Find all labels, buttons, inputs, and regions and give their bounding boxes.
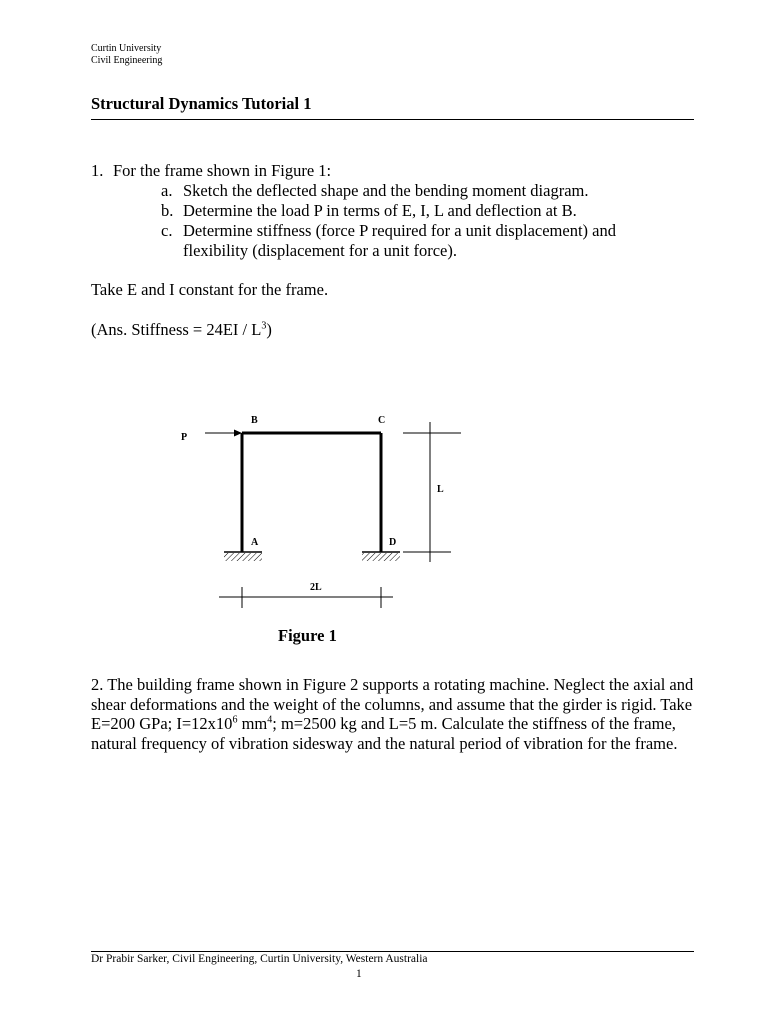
height-dimension: [403, 422, 461, 562]
q2-exp1: 6: [232, 714, 238, 726]
q2-part2: mm: [237, 714, 268, 733]
label-c: C: [378, 415, 386, 426]
answer-exponent: 3: [261, 320, 267, 332]
item-c-text: Determine stiffness (force P required for a unit displacement) and flexibility (displacement for a unit force).: [183, 221, 616, 260]
item-a-label: a.: [161, 181, 173, 200]
item-b-text: Determine the load P in terms of E, I, L and deflection at B.: [183, 201, 577, 220]
header-institution: Curtin University: [91, 43, 162, 54]
document-title: Structural Dynamics Tutorial 1: [91, 94, 312, 113]
label-a: A: [251, 537, 259, 548]
q2-part1: 2. The building frame shown in Figure 2 supports a rotating machine. Neglect the axial and shear deformations and the weight of the columns, and assume that the girder is rigid. Take E=200 GPa; I=12x10: [91, 675, 694, 733]
page-number: 1: [356, 968, 362, 980]
fixed-support-d: [362, 552, 400, 561]
answer-suffix: ): [266, 320, 272, 339]
load-arrow-p: [205, 430, 242, 437]
label-p: P: [181, 432, 188, 443]
item-c-label: c.: [161, 221, 173, 240]
q2-exp2: 4: [267, 714, 273, 726]
label-d: D: [389, 537, 397, 548]
q2-part3: ; m=2500 kg and L=5 m. Calculate the stiffness of the frame, natural frequency of vibration sidesway and the natural period of vibration for the frame.: [91, 714, 678, 753]
question-2: [91, 675, 696, 753]
label-b: B: [251, 415, 258, 426]
figure-1-caption: Figure 1: [278, 626, 337, 645]
question-1-intro-text: For the frame shown in Figure 1:: [113, 161, 332, 180]
footer-rule: [91, 951, 694, 952]
label-2l: 2L: [310, 582, 322, 593]
footer-text: Dr Prabir Sarker, Civil Engineering, Curtin University, Western Australia: [91, 953, 428, 965]
question-1-note: Take E and I constant for the frame.: [91, 280, 329, 299]
answer-prefix: (Ans. Stiffness = 24EI / L: [91, 320, 262, 339]
item-a-text: Sketch the deflected shape and the bending moment diagram.: [183, 181, 589, 200]
fixed-support-a: [224, 552, 262, 561]
label-l: L: [437, 484, 444, 495]
question-1-number: 1.: [91, 161, 104, 180]
header-department: Civil Engineering: [91, 55, 163, 66]
item-b-label: b.: [161, 201, 174, 220]
span-dimension: [219, 587, 393, 608]
